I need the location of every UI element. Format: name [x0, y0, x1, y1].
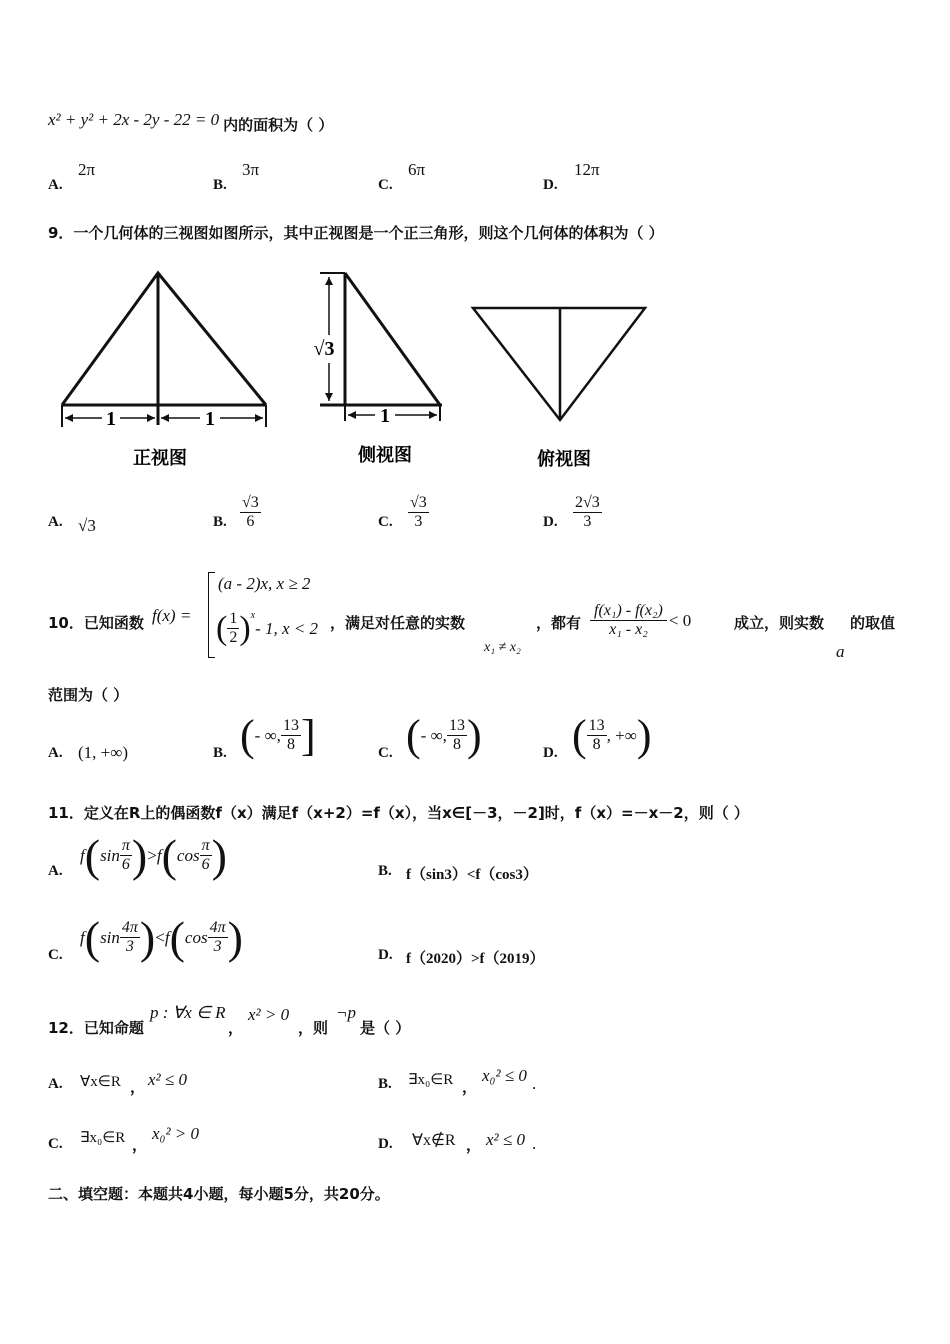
q9-option-b-label: B. [213, 514, 227, 530]
q10-var-a: a [836, 642, 845, 661]
q8-option-b-label: B. [213, 177, 227, 193]
q8-equation: x² + y² + 2x - 2y - 22 = 0 [48, 109, 220, 129]
q10-option-b-label: B. [213, 745, 227, 761]
q8-option-b: 3π [242, 160, 260, 179]
q10-mid3: 成立，则实数 [734, 614, 825, 632]
q12-option-a-cond: x² ≤ 0 [148, 1070, 187, 1089]
q10-case1: (a - 2)x, x ≥ 2 [218, 574, 311, 593]
q11-option-d-label: D. [378, 947, 393, 963]
q10-line2: 范围为（ ） [48, 686, 129, 704]
q12-tail: 是（ ） [360, 1019, 411, 1037]
q12-option-d-cond: x² ≤ 0 [486, 1130, 525, 1149]
q10-option-d: ( $\frac{13}{8}$ , +∞ ) [572, 710, 652, 760]
q12-condition: x² > 0 [248, 1005, 290, 1024]
q12-mid: ，则 [298, 1019, 329, 1037]
q10-stem [48, 570, 918, 670]
front-view [62, 273, 266, 427]
q11-option-c: f ( sin $\frac{4\pi}{3}$ ) < f ( cos $\frac{4\pi}{3}$ ) [80, 911, 243, 963]
q10-option-d-label: D. [543, 745, 558, 761]
q8-option-d-label: D. [543, 177, 558, 193]
front-dim-left: 1 [106, 408, 116, 430]
front-dim-right: 1 [205, 408, 215, 430]
q9-option-b: $\frac{√3}{6}$ [242, 494, 259, 530]
q12-prefix: 12．已知命题 [48, 1019, 144, 1037]
q11-option-d: f（2020）>f（2019） [406, 951, 545, 967]
q8-option-a-label: A. [48, 177, 63, 193]
side-dim-base: 1 [380, 405, 390, 427]
q12-option-c-quant: ∃x₀∈R [80, 1130, 126, 1146]
q10-prefix: 10．已知函数 [48, 614, 144, 632]
side-view-caption: 侧视图 [358, 445, 412, 466]
three-views-figure [40, 255, 680, 480]
q12-proposition: p : ∀x ∈ R [150, 1003, 226, 1022]
q9-option-c: $\frac{√3}{3}$ [410, 494, 427, 530]
q11-option-b: f（sin3）<f（cos3） [406, 867, 538, 883]
q12-option-d-label: D. [378, 1136, 393, 1152]
q9-options [48, 490, 748, 545]
q9-stem: 9．一个几何体的三视图如图所示，其中正视图是一个正三角形，则这个几何体的体积为（ ） [48, 224, 664, 242]
top-view-caption: 俯视图 [537, 449, 591, 470]
side-dim-height: √3 [313, 338, 335, 360]
q8-tail: 内的面积为（ ） [223, 116, 334, 134]
q12-options: A. ∀x∈R ， x² ≤ 0 B. ∃x₀∈R ， x₀² ≤ 0 . C. ∃x₀∈R ， x₀² > 0 D. ∀x∉R ， x² ≤ 0 . [48, 1066, 537, 1154]
q8-stem [48, 104, 333, 135]
q12-option-c-label: C. [48, 1136, 63, 1152]
q12-option-b-label: B. [378, 1076, 392, 1092]
q12-option-d-quant: ∀x∉R [412, 1132, 456, 1149]
q10-option-b: ( - ∞, $\frac{13}{8}$ ] [240, 710, 316, 760]
q10-fx: f(x) = [152, 606, 192, 625]
q11-option-a: f ( sin $\frac{\pi}{6}$ ) > f ( cos $\frac{\pi}{6}$ ) [80, 829, 227, 881]
q10-mid4: 的取值 [850, 614, 896, 632]
q12-option-b-end: . [532, 1074, 537, 1093]
front-view-caption: 正视图 [133, 448, 187, 469]
q12-option-c-cond: x₀² > 0 [152, 1124, 200, 1143]
q12-option-d-end: . [532, 1134, 537, 1153]
q8-option-d: 12π [574, 160, 600, 179]
q10-mid2: ，都有 [536, 614, 582, 632]
q8-options [48, 160, 748, 200]
side-view-hypotenuse [345, 273, 440, 405]
q9-option-a: √3 [78, 516, 96, 535]
q12-option-b-cond: x₀² ≤ 0 [482, 1066, 527, 1085]
side-view [320, 273, 442, 421]
q8-option-a: 2π [78, 160, 96, 179]
q12-comma: ， [228, 1019, 244, 1037]
q9-option-d: $\frac{2√3}{3}$ [575, 494, 600, 530]
q12-negation: ¬p [336, 1003, 356, 1022]
q12-option-b-quant: ∃x₀∈R [408, 1072, 454, 1088]
q10-option-a-label: A. [48, 745, 63, 761]
q10-case2: ( $\frac{1}{2}$ ) $^x$ - 1, x < 2 [216, 609, 319, 647]
q12-option-a-quant: ∀x∈R [80, 1074, 121, 1090]
q10-inequality: $\frac{\text{f(x₁) - f(x₂)}}{\text{x₁ - x₂}}$ < 0 [590, 602, 691, 639]
q9-option-c-label: C. [378, 514, 393, 530]
q10-condition: x₁ ≠ x₂ [484, 640, 521, 655]
q10-brace [208, 572, 215, 658]
q8-option-c-label: C. [378, 177, 393, 193]
front-view-triangle [62, 273, 266, 405]
q10-option-c-label: C. [378, 745, 393, 761]
q10-option-c: ( - ∞, $\frac{13}{8}$ ) [406, 710, 482, 760]
q11-option-c-label: C. [48, 947, 63, 963]
q8-option-c: 6π [408, 160, 426, 179]
section-2-heading: 二、填空题：本题共4小题，每小题5分，共20分。 [48, 1185, 390, 1203]
q11-option-a-label: A. [48, 863, 63, 879]
q12-stem [48, 1003, 648, 1043]
q10-option-a: (1, +∞) [78, 743, 129, 762]
q10-options [48, 710, 748, 770]
q9-option-a-label: A. [48, 514, 63, 530]
q11-options [48, 829, 748, 975]
q10-mid1: ，满足对任意的实数 [330, 614, 466, 632]
q11-stem: 11．定义在R上的偶函数f（x）满足f（x+2）=f（x），当x∈[－3，－2]时，f（x）=－x－2，则（ ） [48, 804, 749, 822]
top-view [473, 308, 645, 420]
q9-option-d-label: D. [543, 514, 558, 530]
q12-option-a-label: A. [48, 1076, 63, 1092]
q11-option-b-label: B. [378, 863, 392, 879]
